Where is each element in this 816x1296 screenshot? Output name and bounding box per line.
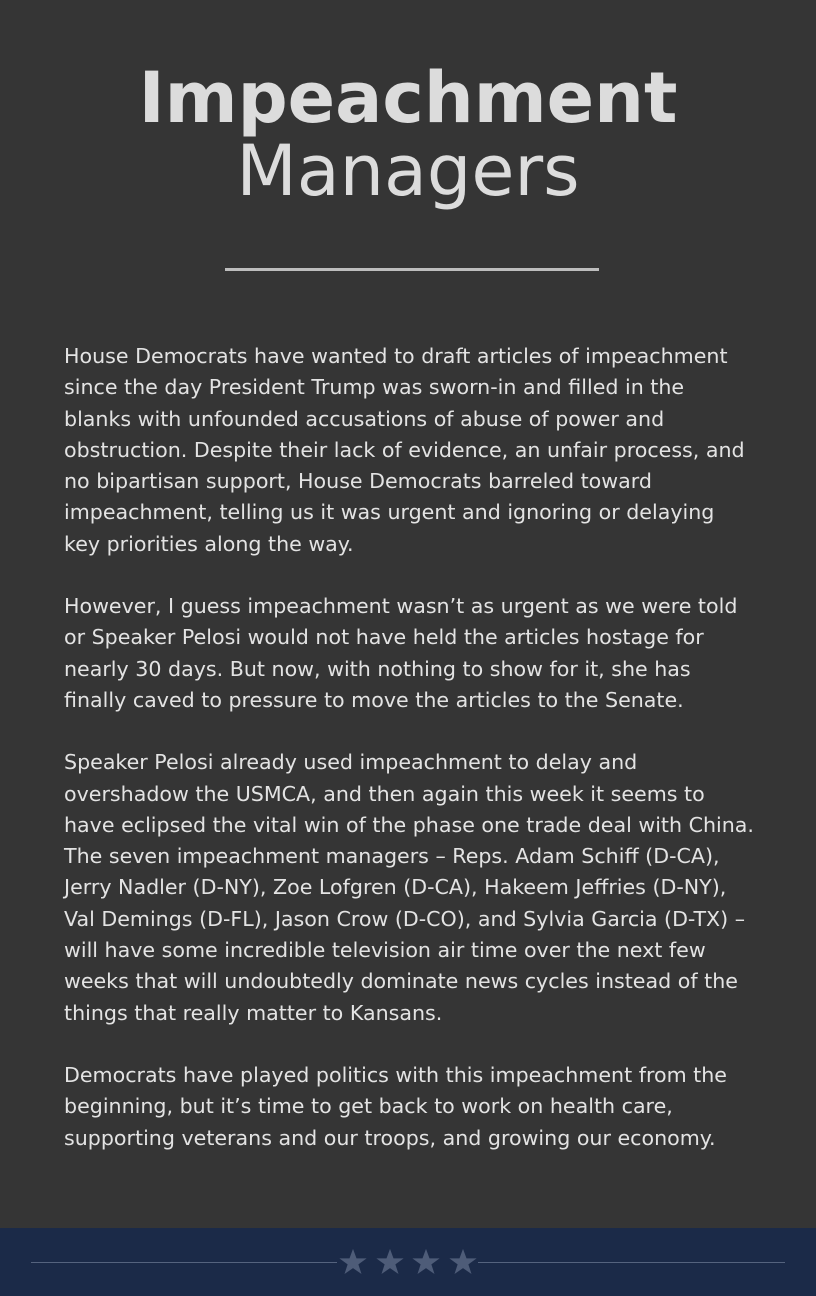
footer-divider-right bbox=[478, 1262, 785, 1263]
page-title bbox=[0, 57, 816, 212]
paragraph: Speaker Pelosi already used impeachment to delay and overshadow the USMCA, and then again this week it seems to have eclipsed the vital win of the phase one trade deal with China. The seven impeachment managers – Reps. Adam Schiff (D-CA), Jerry Nadler (D-NY), Zoe Lofgren (D-CA), Hakeem Jeffries (D-NY), Val Demings (D-FL), Jason Crow (D-CO), and Sylvia Garcia (D-TX) – will have some incredible television air time over the next few weeks that will undoubtedly dominate news cycles instead of the things that really matter to Kansans. bbox=[64, 750, 754, 1025]
title-sub: Managers bbox=[236, 130, 580, 212]
article-body bbox=[64, 341, 754, 1185]
footer-band bbox=[0, 1228, 816, 1296]
star-icon bbox=[448, 1247, 478, 1277]
paragraph: Democrats have played politics with this impeachment from the beginning, but it’s time to get back to work on health care, supporting veterans and our troops, and growing our economy. bbox=[64, 1062, 727, 1150]
star-icon bbox=[375, 1247, 405, 1277]
star-icon bbox=[338, 1247, 368, 1277]
paragraph: However, I guess impeachment wasn’t as urgent as we were told or Speaker Pelosi would not have held the articles hostage for nearly 30 days. But now, with nothing to show for it, she has finally caved to pressure to move the articles to the Senate. bbox=[64, 594, 738, 712]
footer-stars bbox=[338, 1242, 478, 1282]
footer-divider-left bbox=[31, 1262, 337, 1263]
paragraph: House Democrats have wanted to draft articles of impeachment since the day President Trump was sworn-in and filled in the blanks with unfounded accusations of abuse of power and obstruction. Despite their lack of evidence, an unfair process, and no bipartisan support, House Democrats barreled toward impeachment, telling us it was urgent and ignoring or delaying key priorities along the way. bbox=[64, 344, 745, 556]
title-main: Impeachment bbox=[138, 57, 678, 139]
title-divider bbox=[225, 268, 599, 271]
star-icon bbox=[411, 1247, 441, 1277]
